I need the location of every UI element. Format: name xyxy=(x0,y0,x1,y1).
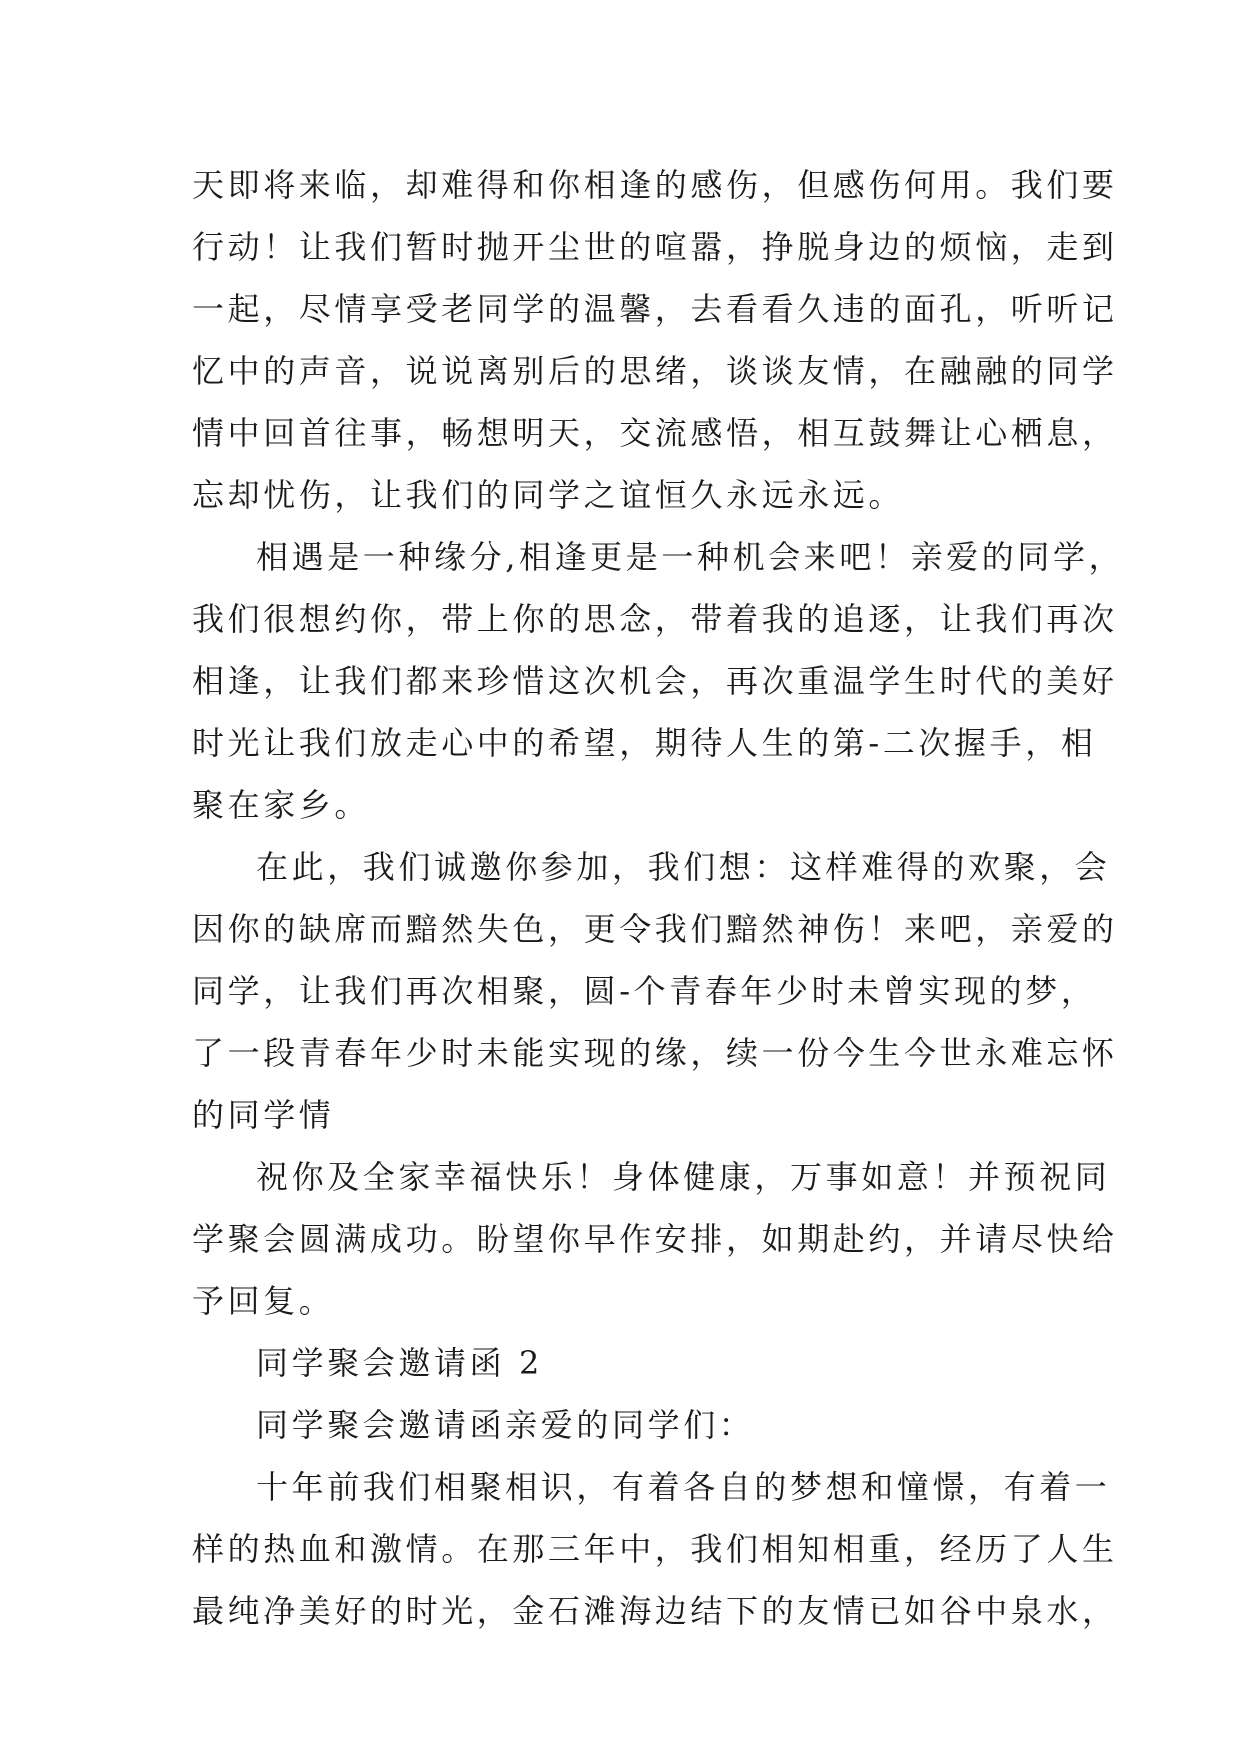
body-text-line: 聚在家乡。 xyxy=(192,786,371,824)
body-text-line: 我们很想约你，带上你的思念，带着我的追逐，让我们再次 xyxy=(192,600,1118,638)
body-text-line: 情中回首往事，畅想明天，交流感悟，相互鼓舞让心栖息， xyxy=(192,414,1118,452)
body-text-line: 的同学情 xyxy=(192,1096,335,1134)
body-text-line: 时光让我们放走心中的希望，期待人生的第-二次握手，相 xyxy=(192,724,1097,762)
body-text-line: 学聚会圆满成功。盼望你早作安排，如期赴约，并请尽快给 xyxy=(192,1220,1118,1258)
body-text-line: 十年前我们相聚相识，有着各自的梦想和憧憬，有着一 xyxy=(256,1468,1111,1506)
body-text-line: 行动！让我们暂时抛开尘世的喧嚣，挣脱身边的烦恼，走到 xyxy=(192,228,1118,266)
body-text-line: 在此，我们诚邀你参加，我们想：这样难得的欢聚，会 xyxy=(256,848,1111,886)
body-text-line: 了一段青春年少时未能实现的缘，续一份今生今世永难忘怀 xyxy=(192,1034,1118,1072)
body-text-line: 相遇是一种缘分,相逢更是一种机会来吧！亲爱的同学， xyxy=(256,538,1125,576)
body-text-line: 样的热血和激情。在那三年中，我们相知相重，经历了人生 xyxy=(192,1530,1118,1568)
body-text-line: 忆中的声音，说说离别后的思绪，谈谈友情，在融融的同学 xyxy=(192,352,1118,390)
body-text-line: 祝你及全家幸福快乐！身体健康，万事如意！并预祝同 xyxy=(256,1158,1111,1196)
body-text-line: 同学，让我们再次相聚，圆-个青春年少时未曾实现的梦， xyxy=(192,972,1097,1010)
body-text-line: 因你的缺席而黯然失色，更令我们黯然神伤！来吧，亲爱的 xyxy=(192,910,1118,948)
body-text-line: 同学聚会邀请函亲爱的同学们： xyxy=(256,1406,755,1444)
body-text-line: 忘却忧伤，让我们的同学之谊恒久永远永远。 xyxy=(192,476,905,514)
body-text-line: 相逢，让我们都来珍惜这次机会，再次重温学生时代的美好 xyxy=(192,662,1118,700)
section-heading: 同学聚会邀请函 2 xyxy=(256,1344,543,1382)
body-text-line: 一起，尽情享受老同学的温馨，去看看久违的面孔，听听记 xyxy=(192,290,1118,328)
body-text-line: 最纯净美好的时光，金石滩海边结下的友情已如谷中泉水， xyxy=(192,1592,1118,1630)
body-text-line: 予回复。 xyxy=(192,1282,335,1320)
body-text-line: 天即将来临，却难得和你相逢的感伤，但感伤何用。我们要 xyxy=(192,166,1118,204)
